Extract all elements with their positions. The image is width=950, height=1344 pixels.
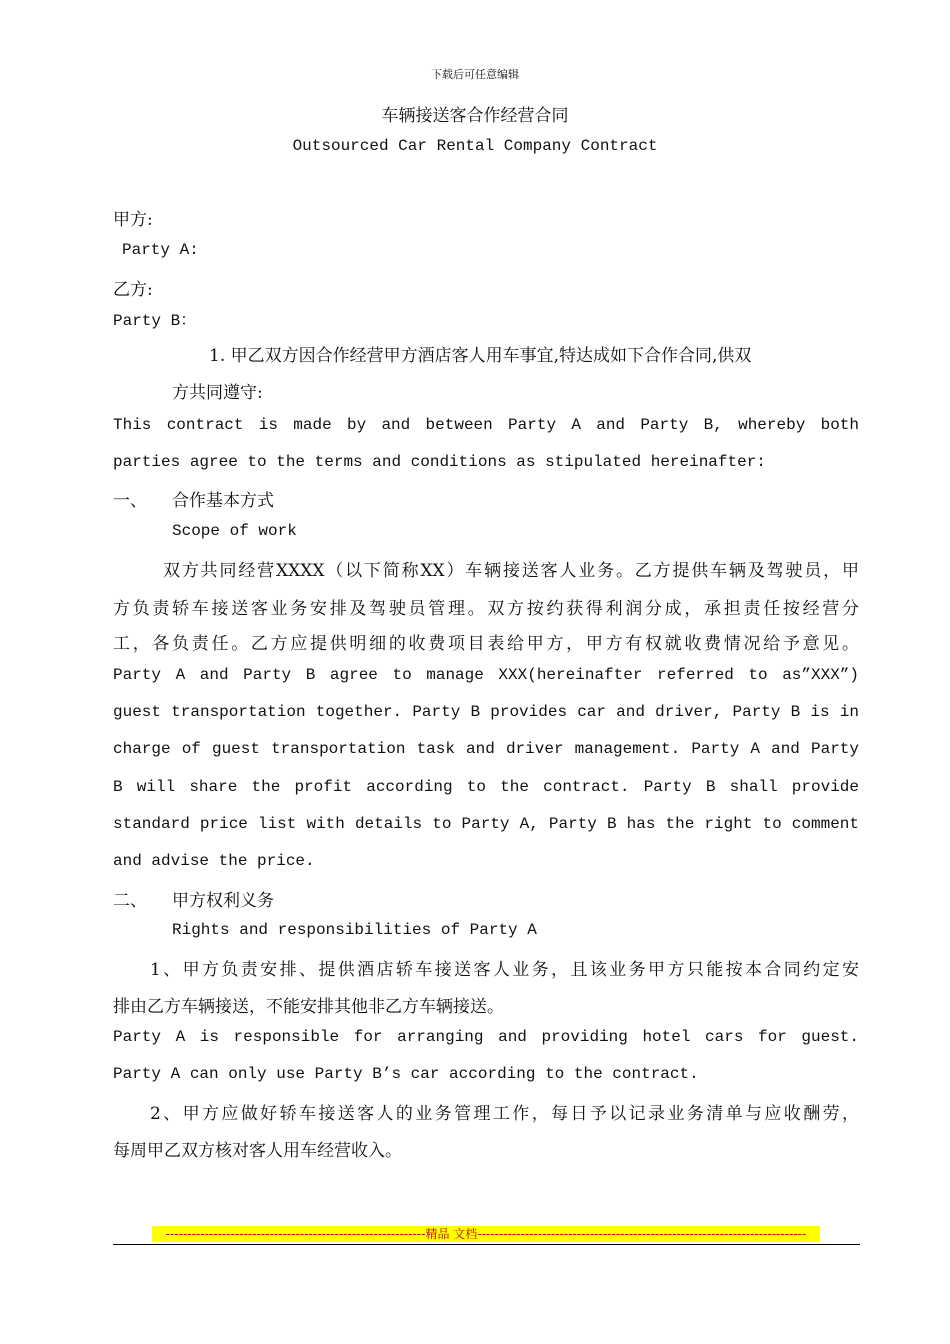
section2-item1-en-line2: Party A can only use Party B’s car according to the contract. (113, 1065, 699, 1083)
section1-en-line3: charge of guest transportation task and driver management. Party A and Party (113, 740, 859, 758)
section1-number: 一、 (113, 491, 147, 511)
section2-item1-cn-line1: 1、甲方负责安排、提供酒店轿车接送客人业务，且该业务甲方只能按本合同约定安 (150, 960, 859, 980)
section2-item1-cn-line2: 排由乙方车辆接送，不能安排其他非乙方车辆接送。 (113, 997, 504, 1017)
clause1-cn-line2: 方共同遵守: (172, 383, 263, 403)
section1-en-line1: Party A and Party B agree to manage XXX(hereinafter referred to as”XXX”) (113, 666, 859, 684)
section1-heading-en: Scope of work (172, 522, 297, 540)
party-a-label-cn: 甲方: (113, 210, 153, 230)
clause1-cn-line1: 1. 甲乙双方因合作经营甲方酒店客人用车事宜,特达成如下合作合同,供双 (209, 346, 752, 366)
section2-item1-en-line1: Party A is responsible for arranging and providing hotel cars for guest. (113, 1028, 859, 1046)
header-note: 下载后可任意编辑 (431, 68, 519, 81)
section1-en-line4: B will share the profit according to the contract. Party B shall provide (113, 778, 859, 796)
section1-heading-cn: 合作基本方式 (172, 491, 274, 511)
section2-number: 二、 (113, 891, 147, 911)
clause1-en-line1: This contract is made by and between Party A and Party B, whereby both (113, 416, 859, 434)
section2-item2-cn-line2: 每周甲乙双方核对客人用车经营收入。 (113, 1141, 402, 1161)
section1-cn-line3: 工，各负责任。乙方应提供明细的收费项目表给甲方，甲方有权就收费情况给予意见。 (113, 634, 859, 654)
section1-cn-line2: 方负责轿车接送客业务安排及驾驶员管理。双方按约获得利润分成，承担责任按经营分 (113, 599, 859, 619)
title-chinese: 车辆接送客合作经营合同 (381, 106, 569, 126)
title-english: Outsourced Car Rental Company Contract (292, 137, 658, 155)
footer-label: ------------------------------------------------------------精品 文档---------------------------------------------------------------------------- (165, 1227, 807, 1241)
section2-heading-cn: 甲方权利义务 (172, 891, 274, 911)
section1-cn-line1: 双方共同经营XXXX（以下简称XX）车辆接送客人业务。乙方提供车辆及驾驶员，甲 (163, 561, 859, 581)
section2-heading-en: Rights and responsibilities of Party A (172, 921, 537, 939)
footer-rule (113, 1244, 860, 1245)
party-b-label-cn: 乙方: (113, 280, 153, 300)
party-b-label-en: Party B： (113, 312, 197, 330)
section1-en-line2: guest transportation together. Party B provides car and driver, Party B is in (113, 703, 859, 721)
clause1-en-line2: parties agree to the terms and conditions as stipulated hereinafter: (113, 453, 766, 471)
section1-en-line6: and advise the price. (113, 852, 315, 870)
section1-en-line5: standard price list with details to Party A, Party B has the right to comment (113, 815, 859, 833)
party-a-label-en: Party A: (122, 241, 199, 259)
section2-item2-cn-line1: 2、甲方应做好轿车接送客人的业务管理工作，每日予以记录业务清单与应收酬劳， (150, 1104, 859, 1124)
